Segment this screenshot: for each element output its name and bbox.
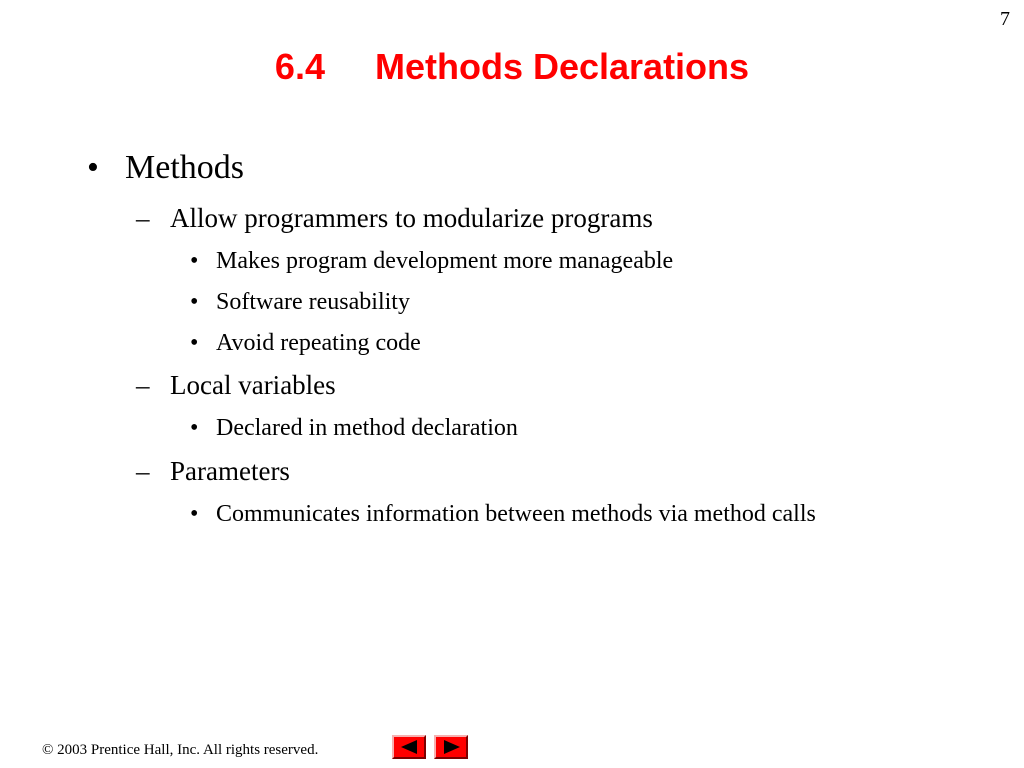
dash-marker: – [136,456,150,486]
bullet-marker: • [190,501,199,527]
outline-item-text: Makes program development more manageable [216,248,674,274]
bullet-marker: • [87,149,99,186]
outline-item-text: Allow programmers to modularize programs [170,203,653,233]
outline-item-text: Declared in method declaration [216,415,518,441]
outline-item-text: Methods [125,149,244,186]
outline-item-text: Communicates information between methods via method calls [216,501,816,527]
copyright-notice: © 2003 Prentice Hall, Inc. All rights reserved. [42,742,319,758]
outline-item-text: Avoid repeating code [216,330,421,356]
bullet-marker: • [190,330,199,356]
outline-item-text: Parameters [170,456,290,486]
page-number: 7 [1000,8,1010,30]
slide-title: 6.4 Methods Declarations [274,46,750,87]
right-arrow-icon [444,740,460,754]
outline-item-text: Software reusability [216,289,410,315]
previous-slide-button[interactable] [392,735,426,759]
bullet-marker: • [190,248,199,274]
bullet-marker: • [190,289,199,315]
left-arrow-icon [401,740,417,754]
slide-content [0,145,1024,565]
dash-marker: – [136,370,150,400]
outline-item-text: Local variables [170,370,336,400]
bullet-marker: • [190,415,199,441]
next-slide-button[interactable] [434,735,468,759]
dash-marker: – [136,203,150,233]
